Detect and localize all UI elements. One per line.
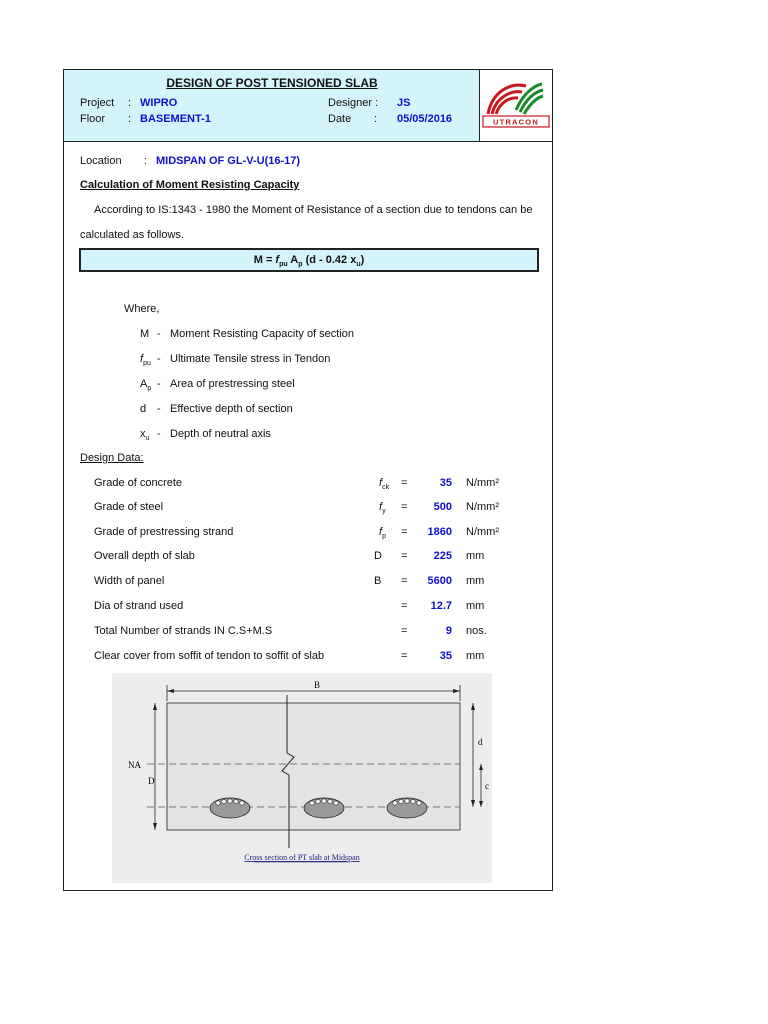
cross-section-diagram	[112, 673, 492, 883]
data-row-eq: =	[401, 600, 408, 612]
formula-f: f	[275, 254, 280, 266]
def-text: Moment Resisting Capacity of section	[170, 328, 355, 340]
project-label: Project	[80, 97, 115, 109]
def-symbol: $x_u$	[140, 428, 150, 443]
data-row-value: 35	[439, 477, 452, 489]
data-row-value: 9	[445, 625, 452, 637]
data-row-symbol: $f_p$	[379, 526, 386, 541]
location-label: Location	[80, 155, 122, 167]
data-row-eq: =	[401, 625, 408, 637]
def-dash: -	[157, 428, 161, 440]
data-row-unit: nos.	[466, 625, 487, 637]
data-row-label: Grade of prestressing strand	[94, 526, 234, 538]
data-row-eq: =	[401, 501, 408, 513]
data-row-value: 5600	[427, 575, 452, 587]
logo-box	[480, 70, 552, 142]
designer-label: Designer :	[328, 97, 379, 109]
project-value: WIPRO	[140, 97, 178, 109]
data-row-value: 35	[439, 650, 452, 662]
data-row-eq: =	[401, 526, 408, 538]
data-row-unit: mm	[466, 575, 485, 587]
def-dash: -	[157, 353, 161, 365]
floor-label: Floor	[80, 113, 106, 125]
data-row-eq: =	[401, 477, 408, 489]
def-text: Depth of neutral axis	[170, 428, 271, 440]
design-sheet	[63, 69, 553, 891]
where-label: Where,	[124, 303, 160, 315]
formula-box	[79, 248, 539, 272]
data-row-label: Width of panel	[94, 575, 165, 587]
floor-colon: :	[128, 113, 132, 125]
data-row-label: Dia of strand used	[94, 600, 184, 612]
section-heading: Calculation of Moment Resisting Capacity	[80, 179, 300, 191]
sheet-header	[64, 70, 480, 142]
data-row-label: Total Number of strands IN C.S+M.S	[94, 625, 273, 637]
formula-close: )	[360, 254, 365, 266]
page-title: DESIGN OF POST TENSIONED SLAB	[166, 76, 378, 90]
data-row-label: Grade of concrete	[94, 477, 183, 489]
label-b: B	[313, 680, 321, 690]
data-row-label: Overall depth of slab	[94, 550, 195, 562]
def-symbol: $f_{pu}$	[140, 353, 151, 368]
location-value: MIDSPAN OF GL-V-U(16-17)	[156, 155, 301, 167]
data-row-label: Clear cover from soffit of tendon to soffit of slab	[94, 650, 325, 662]
design-data-heading: Design Data:	[80, 452, 144, 464]
formula-a-sub: p	[298, 261, 303, 269]
data-row-unit: N/mm²	[466, 501, 499, 513]
data-row-symbol: B	[374, 575, 382, 587]
def-symbol: $A_p$	[140, 378, 152, 393]
data-row-unit: N/mm²	[466, 477, 499, 489]
intro-line-1: According to IS:1343 - 1980 the Moment of Resistance of a section due to tendons can be	[94, 204, 533, 216]
label-D: D	[148, 776, 155, 786]
def-dash: -	[157, 378, 161, 390]
data-row-eq: =	[401, 575, 408, 587]
formula-x-sub: u	[356, 261, 361, 269]
logo-swoosh-icon	[488, 84, 543, 114]
def-dash: -	[157, 403, 161, 415]
data-row-symbol: $f_y$	[379, 501, 386, 516]
data-row-unit: mm	[466, 550, 485, 562]
data-row-label: Grade of steel	[94, 501, 164, 513]
data-row-symbol: $f_{ck}$	[379, 477, 390, 492]
designer-value: JS	[397, 97, 411, 109]
date-label: Date	[328, 113, 352, 125]
data-row-eq: =	[401, 550, 408, 562]
label-d: d	[478, 737, 483, 747]
data-row-eq: =	[401, 650, 408, 662]
def-text: Ultimate Tensile stress in Tendon	[170, 353, 331, 365]
date-colon: :	[374, 113, 378, 125]
label-c: c	[485, 781, 489, 791]
tendon-duct	[387, 798, 427, 818]
data-row-unit: mm	[466, 600, 485, 612]
tendon-duct	[304, 798, 344, 818]
floor-value: BASEMENT-1	[140, 113, 211, 125]
formula-prefix: M =	[253, 254, 276, 266]
date-value: 05/05/2016	[397, 113, 453, 125]
intro-line-2: calculated as follows.	[80, 229, 184, 241]
def-dash: -	[157, 328, 161, 340]
diagram-caption: Cross section of PT slab at Midspan	[244, 853, 360, 862]
logo-text: UTRACON	[493, 117, 539, 127]
formula-f-sub: pu	[279, 261, 288, 269]
label-na: NA	[128, 760, 141, 770]
data-row-symbol: D	[374, 550, 382, 562]
location-colon: :	[144, 155, 148, 167]
formula-rest: (d - 0.42 x	[302, 254, 357, 266]
data-row-value: 12.7	[430, 600, 452, 612]
def-symbol: M	[140, 328, 150, 340]
data-row-unit: N/mm²	[466, 526, 499, 538]
def-symbol: d	[140, 403, 147, 415]
data-row-value: 500	[433, 501, 452, 513]
utracon-logo	[480, 70, 552, 142]
data-row-unit: mm	[466, 650, 485, 662]
def-text: Effective depth of section	[170, 403, 293, 415]
formula-a: A	[287, 254, 299, 266]
data-row-value: 225	[433, 550, 452, 562]
project-colon: :	[128, 97, 132, 109]
data-row-value: 1860	[427, 526, 452, 538]
tendon-duct	[210, 798, 250, 818]
def-text: Area of prestressing steel	[170, 378, 295, 390]
